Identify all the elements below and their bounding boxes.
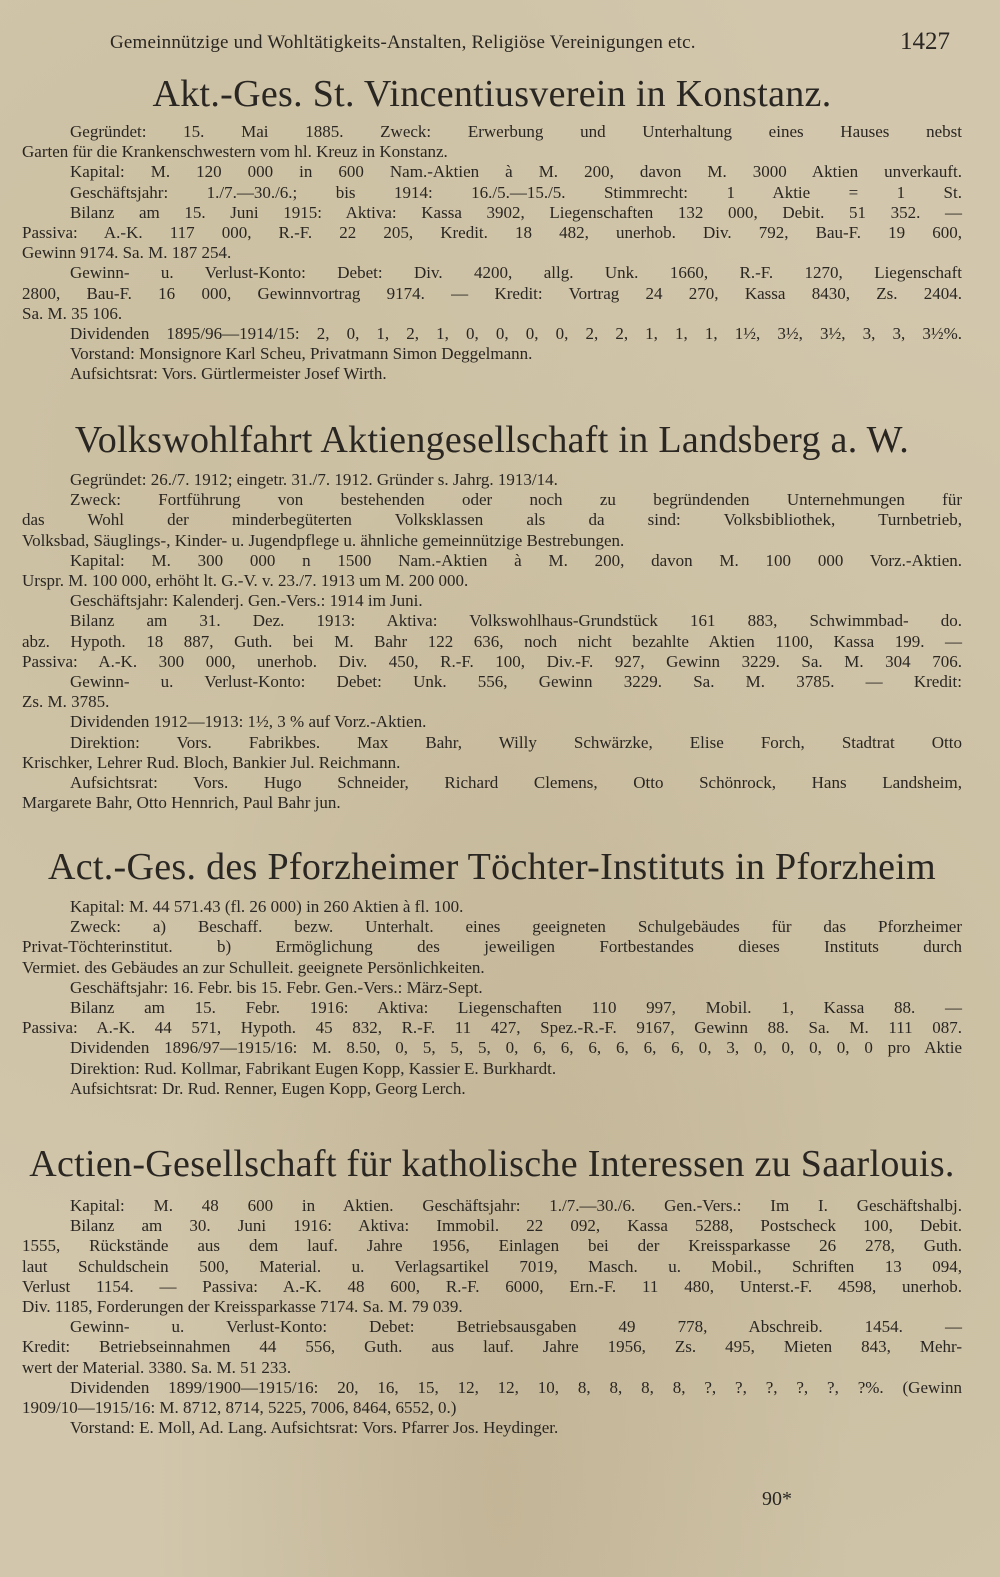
entry-line: 2800, Bau-F. 16 000, Gewinnvortrag 9174. — Kredit: Vortrag 24 270, Kassa 8430, Zs. 2404. [22,283,962,303]
entry-line: Garten für die Krankenschwestern vom hl. Kreuz in Konstanz. [22,142,448,162]
entry-line: 1555, Rückstände aus dem lauf. Jahre 1956, Einlagen bei der Kreissparkasse 26 278, Guth. [22,1236,962,1256]
running-head-title: Gemeinnützige und Wohltätigkeits-Anstalten, Religiöse Vereinigungen etc. [110,32,696,53]
entry-line: Gewinn 9174. Sa. M. 187 254. [22,243,232,263]
document-page [22,0,962,1577]
entry-line: Direktion: Vors. Fabrikbes. Max Bahr, Willy Schwärzke, Elise Forch, Stadtrat Otto [70,732,962,752]
entry-line: Gewinn- u. Verlust-Konto: Debet: Unk. 556, Gewinn 3229. Sa. M. 3785. — Kredit: [70,672,962,692]
entry-line: Aufsichtsrat: Dr. Rud. Renner, Eugen Kopp, Georg Lerch. [70,1078,466,1098]
entry-line: Kapital: M. 300 000 n 1500 Nam.-Aktien à M. 200, davon M. 100 000 Vorz.-Aktien. [70,550,962,570]
entry-line: Passiva: A.-K. 117 000, R.-F. 22 205, Kredit. 18 482, unerhob. Div. 792, Bau-F. 19 600, [22,223,962,243]
entry-line: Aufsichtsrat: Vors. Hugo Schneider, Richard Clemens, Otto Schönrock, Hans Landsheim, [70,773,962,793]
entry-line: Passiva: A.-K. 300 000, unerhob. Div. 450, R.-F. 100, Div.-F. 927, Gewinn 3229. Sa. M. 304 706. [22,651,962,671]
entry-volkswohlfahrt [22,418,962,813]
signature-mark: 90* [762,1488,792,1510]
entry-line: Passiva: A.-K. 44 571, Hypoth. 45 832, R.-F. 11 427, Spez.-R.-F. 9167, Gewinn 88. Sa. M. 111 087. [22,1018,962,1038]
entry-line: Gegründet: 26./7. 1912; eingetr. 31./7. 1912. Gründer s. Jahrg. 1913/14. [70,470,558,489]
entry-line: Margarete Bahr, Otto Hennrich, Paul Bahr jun. [22,793,341,813]
entry-line: Bilanz am 30. Juni 1916: Aktiva: Immobil. 22 092, Kassa 5288, Postscheck 100, Debit. [70,1216,962,1236]
entry-line: Kapital: M. 120 000 in 600 Nam.-Aktien à M. 200, davon M. 3000 Aktien unverkauft. [70,162,962,182]
entry-line: Sa. M. 35 106. [22,303,123,323]
entry-line: Kapital: M. 48 600 in Aktien. Geschäftsjahr: 1./7.—30./6. Gen.-Vers.: Im I. Geschäftshalbj. [70,1196,962,1215]
entry-line: Direktion: Rud. Kollmar, Fabrikant Eugen Kopp, Kassier E. Burkhardt. [70,1058,557,1078]
entry-line: Bilanz am 15. Febr. 1916: Aktiva: Liegenschaften 110 997, Mobil. 1, Kassa 88. — [70,998,962,1018]
entry-line: Bilanz am 15. Juni 1915: Aktiva: Kassa 3902, Liegenschaften 132 000, Debit. 51 352. — [70,202,962,222]
entry-line: Urspr. M. 100 000, erhöht lt. G.-V. v. 23./7. 1913 um M. 200 000. [22,571,469,591]
entry-line: Vermiet. des Gebäudes an zur Schulleit. geeignete Persönlichkeiten. [22,957,485,977]
entry-line: Kredit: Betriebseinnahmen 44 556, Guth. aus lauf. Jahre 1956, Zs. 495, Mieten 843, Mehr- [22,1337,962,1357]
entry-line: Dividenden 1912—1913: 1½, 3 % auf Vorz.-Aktien. [70,712,427,732]
running-head [110,28,950,58]
entry-line: Gewinn- u. Verlust-Konto: Debet: Betriebsausgaben 49 778, Abschreib. 1454. — [70,1317,962,1337]
entry-pforzheimer-toechter-institut [22,845,962,1099]
entry-line: Vorstand: Monsignore Karl Scheu, Privatmann Simon Deggelmann. [70,344,533,364]
entry-line: Dividenden 1895/96—1914/15: 2, 0, 1, 2, 1, 0, 0, 0, 0, 2, 2, 1, 1, 1, 1½, 3½, 3½, 3, 3, 3½%. [70,324,962,344]
entry-katholische-interessen-saarlouis [22,1142,962,1438]
entry-line: Zweck: a) Beschaff. bezw. Unterhalt. eines geeigneten Schulgebäudes für das Pforzheimer [70,917,962,937]
page-number: 1427 [900,28,950,55]
entry-line: Vorstand: E. Moll, Ad. Lang. Aufsichtsrat: Vors. Pfarrer Jos. Heydinger. [70,1418,559,1438]
entry-line: Kapital: M. 44 571.43 (fl. 26 000) in 260 Aktien à fl. 100. [70,897,464,916]
entry-line: Bilanz am 31. Dez. 1913: Aktiva: Volkswohlhaus-Grundstück 161 883, Schwimmbad- do. [70,611,962,631]
entry-line: Geschäftsjahr: 1./7.—30./6.; bis 1914: 16./5.—15./5. Stimmrecht: 1 Aktie = 1 St. [70,182,962,202]
entry-title: Volkswohlfahrt Aktiengesellschaft in Landsberg a. W. [74,419,910,461]
entry-line: Zweck: Fortführung von bestehenden oder noch zu begründenden Unternehmungen für [70,490,962,510]
entry-line: 1909/10—1915/16: M. 8712, 8714, 5225, 7006, 8464, 6552, 0.) [22,1398,457,1418]
entry-line: Gewinn- u. Verlust-Konto: Debet: Div. 4200, allg. Unk. 1660, R.-F. 1270, Liegenschaft [70,263,962,283]
entry-line: Dividenden 1899/1900—1915/16: 20, 16, 15, 12, 12, 10, 8, 8, 8, 8, ?, ?, ?, ?, ?, ?%. (Gewinn [70,1377,962,1397]
entry-line: Volksbad, Säuglings-, Kinder- u. Jugendpflege u. ähnliche gemeinnützige Bestrebungen. [22,530,625,550]
entry-line: Dividenden 1896/97—1915/16: M. 8.50, 0, 5, 5, 5, 0, 6, 6, 6, 6, 6, 6, 0, 3, 0, 0, 0, 0, 0 pro Aktie [70,1038,962,1058]
entry-line: laut Schuldschein 500, Material. u. Verlagsartikel 7019, Masch. u. Mobil., Schriften 13 094, [22,1256,962,1276]
entry-line: Zs. M. 3785. [22,692,110,712]
entry-line: Div. 1185, Forderungen der Kreissparkasse 7174. Sa. M. 79 039. [22,1297,463,1317]
entry-line: Gegründet: 15. Mai 1885. Zweck: Erwerbung und Unterhaltung eines Hauses nebst [70,122,962,141]
entry-vincentiusverein [22,72,962,385]
entry-line: Aufsichtsrat: Vors. Gürtlermeister Josef Wirth. [70,364,387,384]
entry-line: Krischker, Lehrer Rud. Bloch, Bankier Jul. Reichmann. [22,752,401,772]
entry-title: Akt.-Ges. St. Vincentiusverein in Konstanz. [152,73,832,115]
entry-line: abz. Hypoth. 18 887, Guth. bei M. Bahr 122 636, noch nicht bezahlte Aktien 1100, Kassa 199. — [22,631,962,651]
entry-line: Verlust 1154. — Passiva: A.-K. 48 600, R.-F. 6000, Ern.-F. 11 480, Unterst.-F. 4598, unerhob. [22,1276,962,1296]
entry-title: Actien-Gesellschaft für katholische Interessen zu Saarlouis. [29,1143,955,1185]
entry-line: Geschäftsjahr: 16. Febr. bis 15. Febr. Gen.-Vers.: März-Sept. [70,977,483,997]
entry-line: das Wohl der minderbegüterten Volksklassen als da sind: Volksbibliothek, Turnbetrieb, [22,510,962,530]
entry-title: Act.-Ges. des Pforzheimer Töchter-Instituts in Pforzheim [47,846,937,888]
entry-line: wert der Material. 3380. Sa. M. 51 233. [22,1357,292,1377]
entry-line: Privat-Töchterinstitut. b) Ermöglichung des jeweiligen Fortbestandes dieses Instituts durch [22,937,962,957]
entry-line: Geschäftsjahr: Kalenderj. Gen.-Vers.: 1914 im Juni. [70,591,423,611]
